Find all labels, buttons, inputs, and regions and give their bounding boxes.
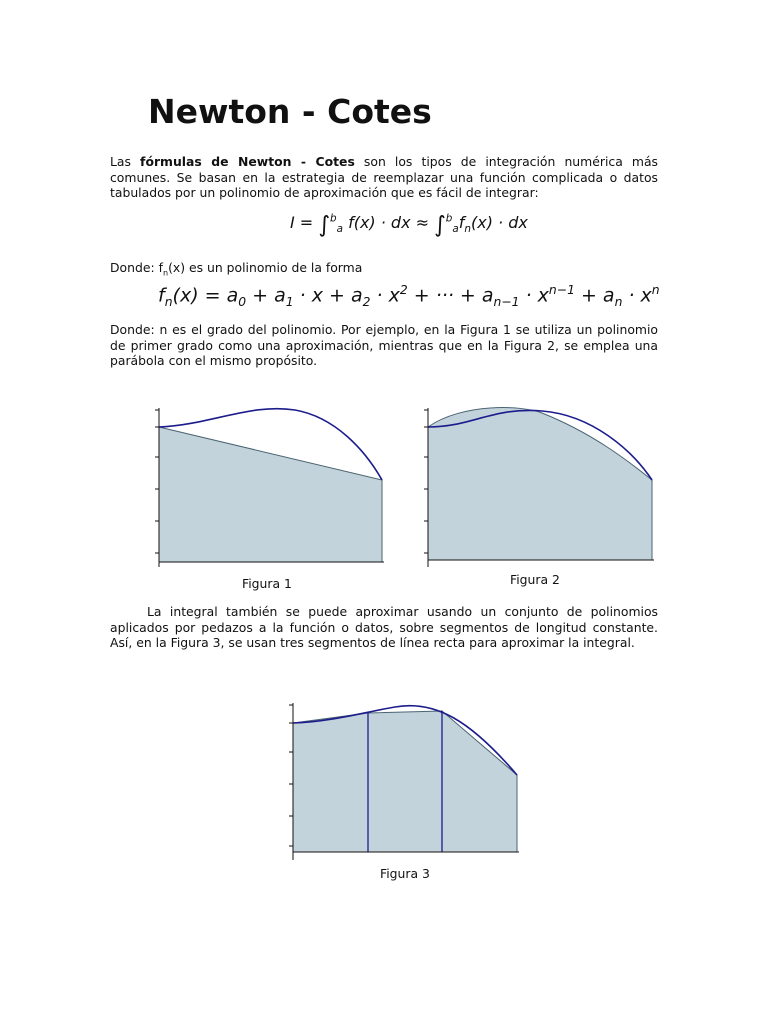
figure-3-diagram [285,700,525,865]
integral-sign: ∫ [434,212,446,238]
segment-2-area [368,711,442,852]
intro-bold-term: fórmulas de Newton - Cotes [140,154,355,169]
trapezoid-area [159,427,382,562]
integral-equation: I = ∫$^b_a$ f(x) · dx ≈ $\int^b_af_n(x)$ · dx [290,212,528,238]
paragraph-3: La integral también se puede aproximar usando un conjunto de polinomios aplicados por pedazos a la función o datos, sobre segmentos de longitud constante. Así, en la Figura 3, se usan tres segmentos de línea recta para aproximar la integral. [110,604,658,650]
figure-1-diagram [150,405,390,570]
parabola-area [428,408,652,560]
figure-3-caption: Figura 3 [380,866,430,881]
figure-2-caption: Figura 2 [510,572,560,587]
page-title: Newton - Cotes [148,92,432,131]
intro-paragraph: Las fórmulas de Newton - Cotes son los tipos de integración numérica más comunes. Se basan en la estrategia de reemplazar una función complicada o datos tabulados por un polinomio de aproximación que es fácil de integrar: [110,154,659,200]
donde-paragraph-2: Donde: n es el grado del polinomio. Por ejemplo, en la Figura 1 se utiliza un polinomio de primer grado como una aproximación, mientras que en la Figura 2, se emplea una parábola con el mismo propósito. [110,322,658,368]
figure-1-caption: Figura 1 [242,576,292,591]
figure-2-diagram [422,405,662,570]
integral-sign: ∫ [318,212,330,238]
segment-1-area [293,713,368,852]
polynomial-equation: $f_n(x) = a_0 + a_1 \cdot x + a_2 \cdot x^2$ + ··· + $a_{n-1} \cdot x^{n-1} + a_n \cdot x^n$ [158,283,660,310]
segment-3-area [442,711,517,852]
donde-paragraph-1: Donde: $f_n(x)$ es un polinomio de la forma [110,260,363,278]
